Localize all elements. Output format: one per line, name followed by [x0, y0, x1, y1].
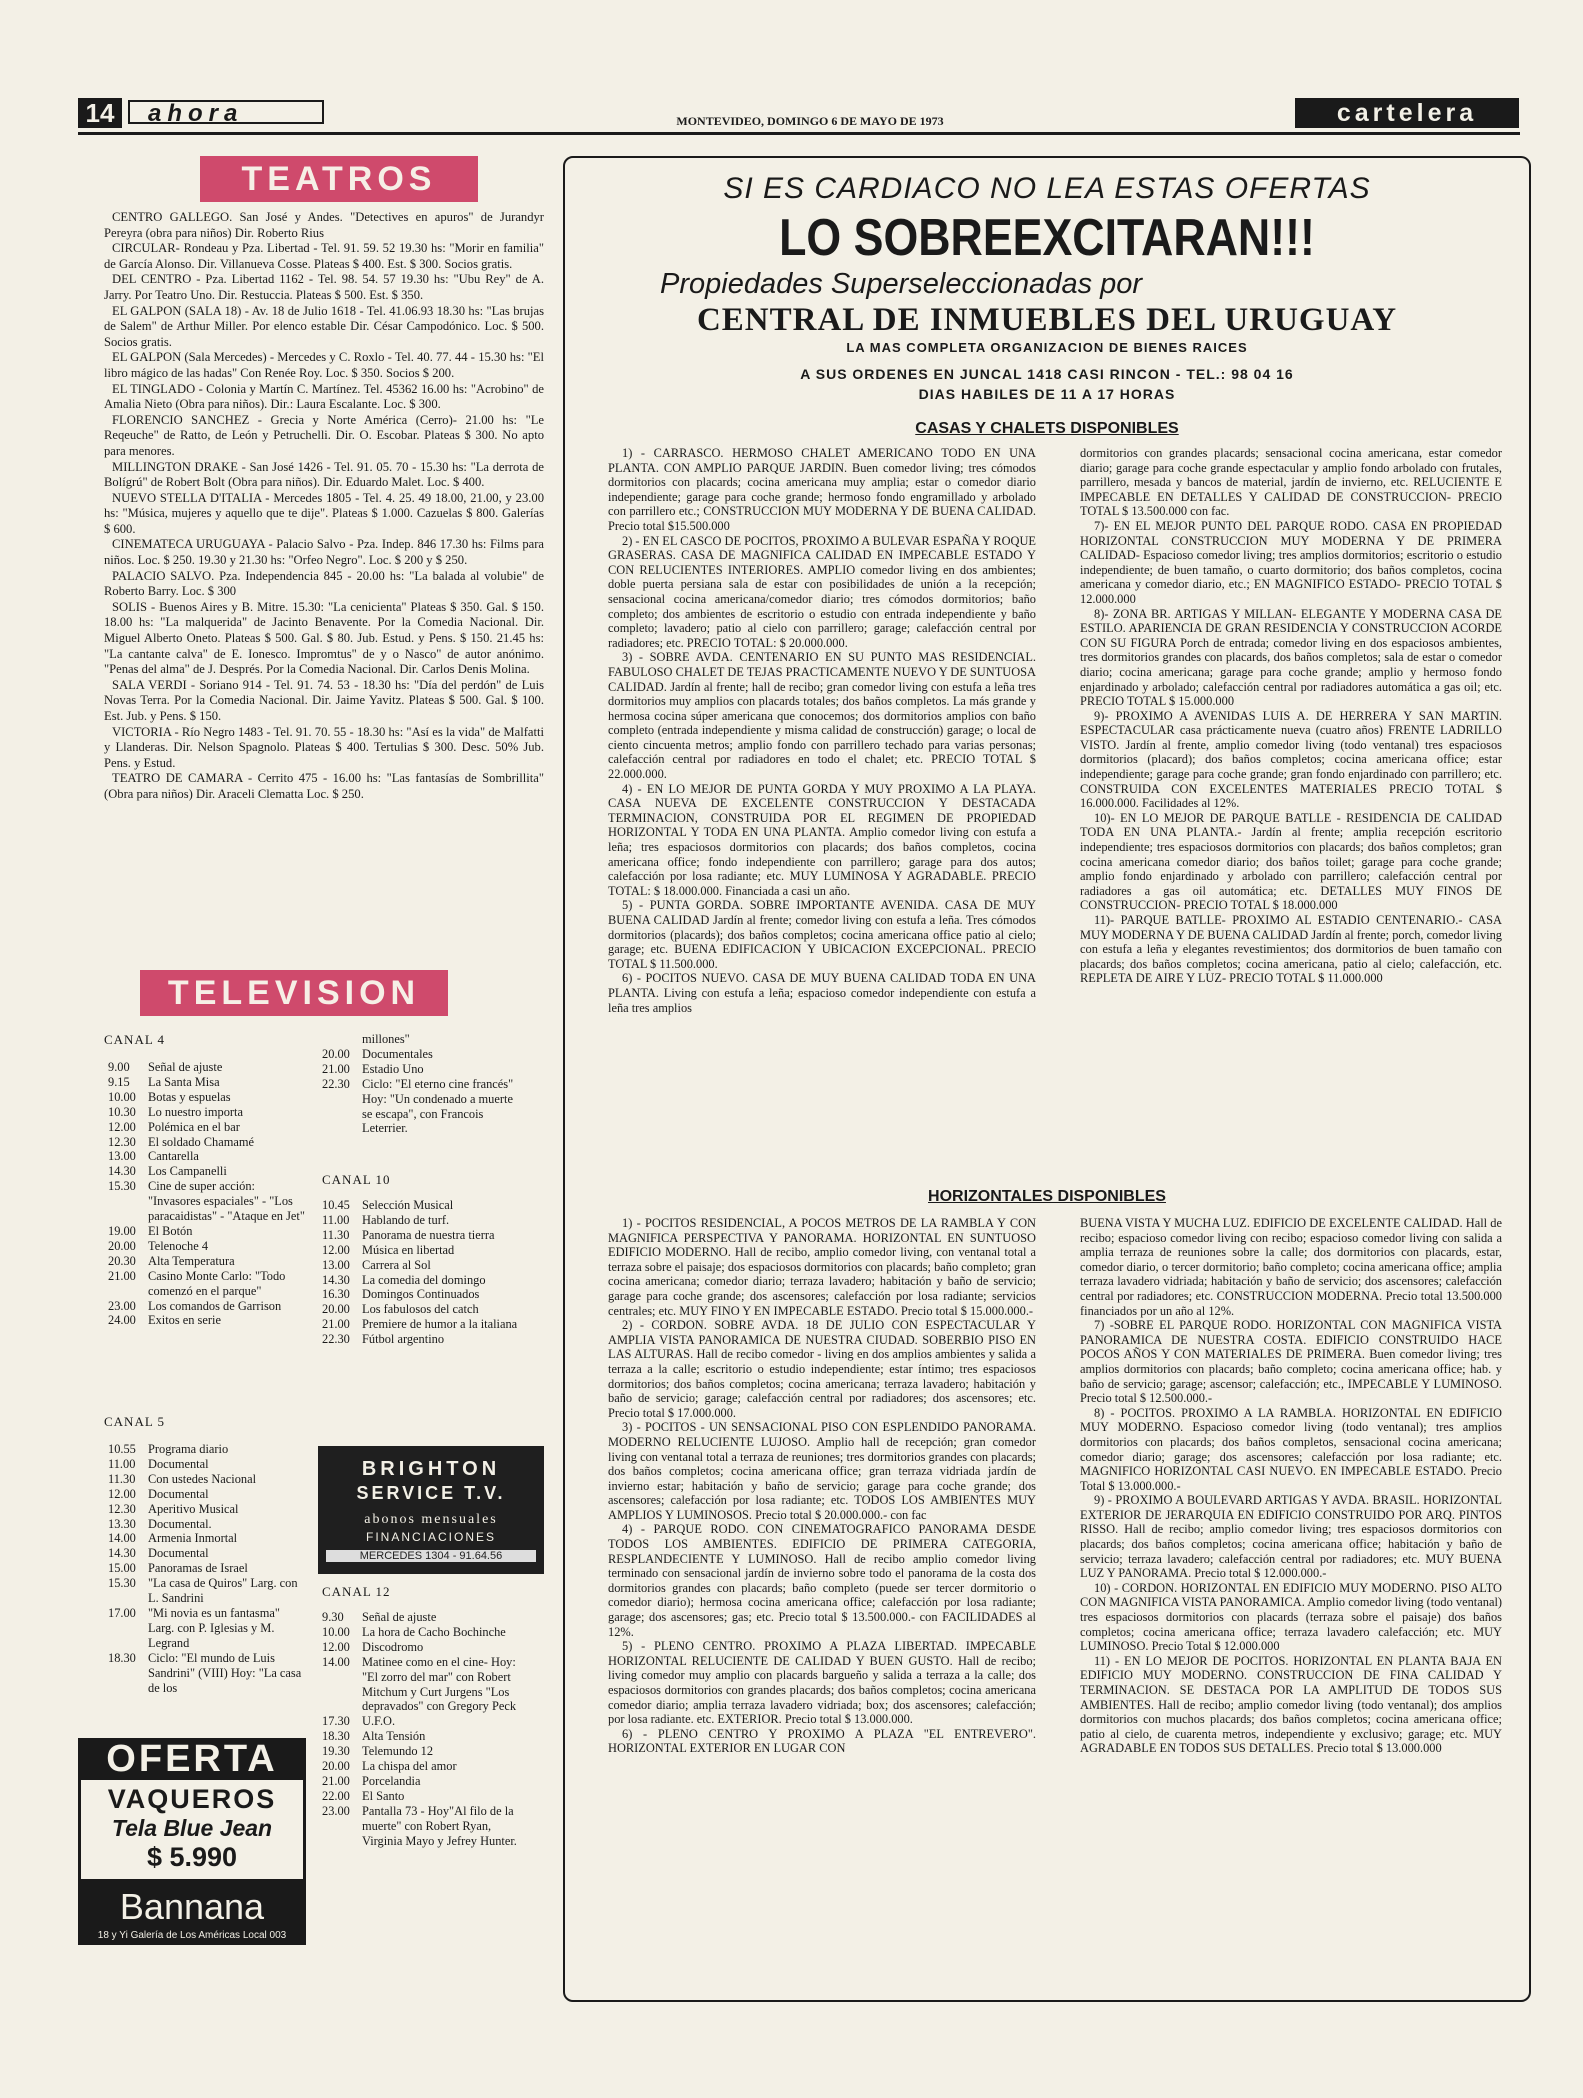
program-time: 21.00	[322, 1773, 350, 1788]
canal5-title: CANAL 5	[104, 1414, 166, 1429]
program-name: Documental.	[148, 1516, 212, 1531]
ad-tagline: LA MAS COMPLETA ORGANIZACION DE BIENES RAICES	[846, 340, 1248, 355]
program-time: 9.15	[108, 1074, 130, 1089]
teatro-listing: TEATRO DE CAMARA - Cerrito 475 - 16.00 hs: "Las fantasías de Sombrillita" (Obra para niños) Dir. Araceli Clematta Loc. $ 250.	[104, 771, 544, 801]
program-time: 12.00	[108, 1486, 136, 1501]
program-time: 11.30	[322, 1227, 350, 1242]
program-time: 12.00	[322, 1242, 350, 1257]
teatros-listings	[104, 210, 544, 803]
program-name: Porcelandia	[362, 1773, 421, 1788]
program-time: 13.30	[108, 1516, 136, 1531]
listing: 6) - PLENO CENTRO Y PROXIMO A PLAZA "EL ENTREVERO". HORIZONTAL EXTERIOR EN LUGAR CON	[608, 1726, 1036, 1756]
program-name: Selección Musical	[362, 1198, 454, 1212]
program-name: El Santo	[362, 1788, 405, 1803]
oferta-price: $ 5.990	[146, 1842, 238, 1872]
program-name: Discodromo	[362, 1639, 424, 1654]
program-time: 20.00	[322, 1759, 350, 1774]
program-name: Telenoche 4	[148, 1238, 209, 1253]
program-name: El soldado Chamamé	[148, 1134, 254, 1149]
program-row	[322, 1077, 522, 1137]
program-name: Panorama de nuestra tierra	[362, 1227, 495, 1242]
header-rule	[78, 132, 1520, 135]
canal4-title: CANAL 4	[104, 1032, 166, 1047]
program-name: Programa diario	[148, 1442, 229, 1456]
canal12-schedule	[322, 1610, 522, 1849]
brighton-name: BRIGHTON	[361, 1458, 501, 1480]
ad-address: A SUS ORDENES EN JUNCAL 1418 CASI RINCON - TEL.: 98 04 16	[800, 366, 1294, 382]
page-number: 14	[78, 98, 122, 128]
program-row	[108, 1120, 308, 1135]
listing: dormitorios con grandes placards; sensacional cocina americana, estar comedor diario; garage para coche grande espectacular y amplio fondo arbolado con frutales, parrillero, mesada y bancos de material, jardín de invierno, etc. RELUCIENTE E IMPECABLE EN DETALLES Y CALIDAD DE CONSTRUCCION- PRECIO TOTAL $ 13.500.000 con fac.	[1080, 446, 1502, 519]
program-row	[322, 1714, 522, 1729]
program-time: 16.30	[322, 1287, 350, 1302]
program-row	[322, 1302, 522, 1317]
program-name: Señal de ajuste	[362, 1610, 437, 1624]
canal4-schedule-continued	[322, 1032, 522, 1136]
brighton-service: SERVICE T.V.	[356, 1483, 506, 1503]
program-time: 20.00	[322, 1302, 350, 1317]
program-name: Señal de ajuste	[148, 1060, 223, 1074]
program-name: Documental	[148, 1546, 209, 1561]
program-name: Cantarella	[148, 1149, 199, 1164]
program-row	[322, 1789, 522, 1804]
program-row	[108, 1090, 308, 1105]
listing: BUENA VISTA Y MUCHA LUZ. EDIFICIO DE EXCELENTE CALIDAD. Hall de recibo; espacioso comedor living con recibo; espacioso comedor living con salida a amplia terraza de reuniones sobre la calle; dos dormitorios con placards, estar, comedor diario, o tercer dormitorio; baño completo; cocina americana office; amplia terraza lavadero vidriada; habitación y baño de servicio; dos ascensores; calefacción central por radiadores; etc. CONSTRUCCION MODERNA. Precio total 13.500.000 financiados por un año al 12%.	[1080, 1216, 1502, 1318]
program-name: Polémica en el bar	[148, 1119, 240, 1134]
oferta-box	[78, 1780, 306, 1882]
teatro-listing: DEL CENTRO - Pza. Libertad 1162 - Tel. 98. 54. 57 19.30 hs: "Ubu Rey" de A. Jarry. Por Teatro Uno. Dir. Restuccia. Plateas $ 500. Est. $ 350.	[104, 272, 544, 302]
program-row	[108, 1457, 304, 1472]
ad-hours: DIAS HABILES DE 11 A 17 HORAS	[918, 386, 1176, 402]
program-name: Ciclo: "El eterno cine francés" Hoy: "Un condenado a muerte se escapa", con Francois Leterrier.	[362, 1076, 514, 1136]
ad-headline-1: SI ES CARDIACO NO LEA ESTAS OFERTAS	[723, 172, 1371, 205]
program-time: 14.30	[322, 1272, 350, 1287]
program-row	[322, 1062, 522, 1077]
program-row	[108, 1487, 304, 1502]
program-time: 19.30	[322, 1744, 350, 1759]
program-row	[108, 1651, 304, 1696]
program-row	[108, 1224, 308, 1239]
program-time: 12.30	[108, 1134, 136, 1149]
program-name: Documental	[148, 1456, 209, 1471]
oferta-fabric: Tela Blue Jean	[111, 1815, 273, 1841]
horizontales-column-right	[1080, 1216, 1502, 1756]
program-time: 14.30	[108, 1164, 136, 1179]
program-time: 9.00	[108, 1060, 130, 1074]
program-time	[322, 1032, 362, 1047]
program-name: Alta Tensión	[362, 1729, 426, 1744]
listing: 2) - EN EL CASCO DE POCITOS, PROXIMO A BULEVAR ESPAÑA Y ROQUE GRASERAS. CASA DE MAGNIFICA CALIDAD EN IMPECABLE ESTADO Y CON RELUCIENTES INTERIORES. AMPLIO comedor living en dos ambientes; doble puerta persiana sala de estar con posibilidades de unión a la recepción; sensacional cocina americana/comedor diario; tres cómodos dormitorios; baño completo; dos ambientes de escritorio o estudio con entrada independiente y baño completo; lavadero; patio al cielo con parrillero; garage; calefacción central por radiadores; etc. PRECIO TOTAL: $ 20.000.000.	[608, 533, 1036, 650]
program-row	[108, 1561, 304, 1576]
canal10-schedule	[322, 1198, 522, 1347]
program-name: El Botón	[148, 1223, 193, 1238]
program-row	[322, 1032, 522, 1047]
program-row	[108, 1075, 308, 1090]
program-time: 22.30	[322, 1076, 350, 1091]
listing: 5) - PLENO CENTRO. PROXIMO A PLAZA LIBERTAD. IMPECABLE HORIZONTAL RELUCIENTE DE CALIDAD Y BUEN GUSTO. Hall de recibo; living comedor muy amplio con placards bargueño y salida a terraza a la calle; dos espaciosos dormitorios con grandes placards; dos baños completos; cocina americana comedor diario; amplia terraza lavadero vidriada; box; dos ascensores; calefacción; por losa radiante. etc. EXTERIOR. Precio total $ 13.000.000.	[608, 1639, 1036, 1727]
program-name: millones"	[362, 1032, 410, 1046]
program-time: 11.30	[108, 1471, 136, 1486]
program-name: Lo nuestro importa	[148, 1104, 243, 1119]
teatro-listing: MILLINGTON DRAKE - San José 1426 - Tel. 91. 05. 70 - 15.30 hs: "La derrota de Bolígrú" de Robert Bolt (Obra para niños). Dir. Eduardo Malet. Loc. $ 400.	[104, 459, 544, 490]
program-row	[322, 1625, 522, 1640]
teatro-listing: EL TINGLADO - Colonia y Martín C. Martínez. Tel. 45362 16.00 hs: "Acrobino" de Amalia Nieto (Obra para niños). Dir.: Laura Escalante. Loc. $ 300.	[104, 381, 544, 412]
program-row	[108, 1060, 308, 1075]
program-time: 17.30	[322, 1714, 350, 1729]
television-banner: TELEVISION	[140, 970, 448, 1016]
program-time: 18.30	[108, 1650, 136, 1665]
section-name: cartelera	[1295, 98, 1519, 128]
program-row	[108, 1546, 304, 1561]
casas-column-right	[1080, 446, 1502, 986]
teatro-listing: EL GALPON (SALA 18) - Av. 18 de Julio 1618 - Tel. 41.06.93 18.30 hs: "Las brujas de Salem" de Arthur Miller. Por elenco estable Dir. César Campodónico. Loc. $ 500. Socios gratis.	[104, 303, 544, 349]
listing: 7) -SOBRE EL PARQUE RODO. HORIZONTAL CON MAGNIFICA VISTA PANORAMICA DE NUESTRA COSTA. EDIFICIO CONSTRUIDO HACE POCOS AÑOS Y CON MATERIALES DE PRIMERA. Buen comedor living; tres amplios dormitorios con placards; baño completo; cocina americana office; hab. y baño de servicio; garage; ascensor; calefacción; etc., IMPECABLE Y LUMINOSO. Precio total $ 12.500.000.-	[1080, 1318, 1502, 1406]
program-time: 17.00	[108, 1605, 136, 1620]
teatro-listing: CIRCULAR- Rondeau y Pza. Libertad - Tel. 91. 59. 52 19.30 hs: "Morir en familia" de García Alonso. Dir. Villanueva Cosse. Plateas $ 400. Est. $ 300. Socios gratis.	[104, 241, 544, 271]
teatro-listing: CINEMATECA URUGUAYA - Palacio Salvo - Pza. Indep. 846 17.30 hs: Films para niños. Loc. $ 250. 19.30 y 21.30 hs: "Orfeo Negro". Loc. $ 200 y $ 250.	[104, 537, 544, 568]
program-row	[322, 1243, 522, 1258]
program-name: Hablando de turf.	[362, 1212, 450, 1227]
program-time: 13.00	[322, 1257, 350, 1272]
listing: 3) - SOBRE AVDA. CENTENARIO EN SU PUNTO MAS RESIDENCIAL. FABULOSO CHALET DE TEJAS PRACTICAMENTE NUEVO Y DE SUNTUOSA CALIDAD. Jardín al frente; hall de recibo; gran comedor living con estufa a leña tres dormitorios muy amplios con placards totales; dos baños completos. La más grande y hermosa cocina súper americana que conocemos; dos dormitorios amplios con baño completo (entrada independiente y misma calidad de construcción) garage; o local de ciento cincuenta metros; amplio fondo con parrillero techado para varias personas; calefacción central por radiadores en todo el chalet; etc. PRECIO TOTAL $ 22.000.000.	[608, 650, 1036, 782]
program-time: 21.00	[322, 1061, 350, 1076]
program-name: Documental	[148, 1486, 209, 1501]
program-time: 14.00	[108, 1531, 136, 1546]
program-row	[108, 1299, 308, 1314]
program-name: La hora de Cacho Bochinche	[362, 1624, 506, 1639]
program-row	[322, 1258, 522, 1273]
program-name: Casino Monte Carlo: "Todo comenzó en el parque"	[148, 1268, 286, 1298]
program-name: Matinee como en el cine- Hoy: "El zorro del mar" con Robert Mitchum y Curt Jurgens "Los depravados" con Gregory Peck	[362, 1654, 517, 1714]
program-row	[322, 1198, 522, 1213]
listing: 11)- PARQUE BATLLE- PROXIMO AL ESTADIO CENTENARIO.- CASA MUY MODERNA Y DE BUENA CALIDAD Jardín al frente; porch, comedor living con estufa a leña y elegantes revestimientos; dos dormitorios de buen tamaño con placards; dos baños completos; cocina americana, patio al cielo; calefacción, etc. REPLETA DE AIRE Y LUZ- PRECIO TOTAL $ 11.000.000	[1080, 913, 1502, 986]
listing: 4) - PARQUE RODO. CON CINEMATOGRAFICO PANORAMA DESDE TODOS LOS AMBIENTES. EDIFICIO DE PRIMERA CATEGORIA, RESPLANDECIENTE Y LUMINOSO. Hall de recibo amplio comedor living terminado con sensacional jardín de invierno sobre todo el panorama de la costa dos dormitorios grandes con placards; baño completo (puede ser tercer dormitorio o comedor diario); hermosa cocina americana office; calefacción por losa radiante; garage; dos ascensores; gas; etc. Precio total $ 13.500.000.- con FACILIDADES al 12%.	[608, 1522, 1036, 1639]
program-name: Cine de super acción: "Invasores espaciales" - "Los paracaidistas" - "Ataque en Jet"	[148, 1179, 305, 1224]
brighton-financiaciones: FINANCIACIONES	[365, 1530, 496, 1544]
program-time: 10.45	[322, 1198, 350, 1212]
listing: 8)- ZONA BR. ARTIGAS Y MILLAN- ELEGANTE Y MODERNA CASA DE ESTILO. APARIENCIA DE GRAN RESIDENCIA Y CONSTRUCCION ACORDE CON SU FIGURA Porch de entrada; comedor living en dos espaciosos ambientes, tres dormitorios grandes con placards, dos baños completos; sala de estar o comedor diario; cocina americana; garage para coche grande; amplio y hermoso fondo enjardinado y arbolado; calefacción central por radiadores automática a gas oil; etc. PRECIO TOTAL $ 15.000.000	[1080, 606, 1502, 709]
brighton-abonos: abonos mensuales	[364, 1512, 498, 1527]
program-name: Carrera al Sol	[362, 1257, 431, 1272]
oferta-address: 18 y Yi Galería de Los Américas Local 003	[78, 1928, 306, 1945]
program-row	[322, 1332, 522, 1347]
dateline: MONTEVIDEO, DOMINGO 6 DE MAYO DE 1973	[676, 114, 944, 128]
teatro-listing: FLORENCIO SANCHEZ - Grecia y Norte América (Cerro)- 21.00 hs: "Le Reqeuche" de Ratto, de León y Petruchelli. Dir. O. Escobar. Plateas $ 300. No apto para menores.	[104, 412, 544, 458]
program-name: Documentales	[362, 1046, 433, 1061]
program-name: "Mi novia es un fantasma" Larg. con P. Iglesias y M. Legrand	[148, 1605, 280, 1650]
teatro-listing: CENTRO GALLEGO. San José y Andes. "Detectives en apuros" de Jurandyr Pereyra (obra para niños) Dir. Roberto Rius	[104, 210, 544, 240]
program-time: 9.30	[322, 1610, 344, 1624]
ad-company-name: CENTRAL DE INMUEBLES DEL URUGUAY	[696, 302, 1398, 338]
oferta-store: Bannana	[78, 1882, 306, 1928]
teatro-listing: EL GALPON (Sala Mercedes) - Mercedes y C. Roxlo - Tel. 40. 77. 44 - 15.30 hs: "El libro mágico de las hadas" Con Renée Roy. Loc. $ 350. Socios $ 200.	[104, 350, 544, 380]
listing: 2) - CORDON. SOBRE AVDA. 18 DE JULIO CON ESPECTACULAR Y AMPLIA VISTA PANORAMICA DE NUESTRA CIUDAD. SOBERBIO PISO EN LAS ALTURAS. Hall de recibo comedor - living en dos amplios ambientes y salida a terraza a la calle; escritorio o estudio independiente; estar íntimo; tres espaciosos dormitorios; dos baños completos; cocina americana; terraza lavadero; habitación y baño de servicio; garage; calefacción central por radiadores; dos ascensores; etc. Precio total $ 17.000.000.	[608, 1318, 1036, 1420]
listing: 10)- EN LO MEJOR DE PARQUE BATLLE - RESIDENCIA DE CALIDAD TODA EN UNA PLANTA.- Jardín al frente; amplia recepción escritorio independiente; tres espaciosos dormitorios con placards; dos baños completos; gran cocina americana comedor diario; dos baños toilet; garage para coche grande; amplio fondo enjardinado y arbolado con parrillero; calefacción central por radiadores a gas oil automática; etc. DETALLES MUY FINOS DE CONSTRUCCION- PRECIO TOTAL $ 18.000.000	[1080, 810, 1502, 913]
program-row	[322, 1228, 522, 1243]
program-name: Premiere de humor a la italiana	[362, 1317, 518, 1332]
program-time: 24.00	[108, 1313, 136, 1328]
program-row	[108, 1472, 304, 1487]
program-row	[322, 1287, 522, 1302]
program-name: Los Campanelli	[148, 1164, 227, 1179]
canal12-title: CANAL 12	[322, 1584, 391, 1599]
program-row	[108, 1442, 304, 1457]
program-row	[108, 1269, 308, 1299]
program-row	[322, 1213, 522, 1228]
program-time: 10.55	[108, 1442, 136, 1456]
program-time: 15.30	[108, 1179, 136, 1194]
horizontales-heading: HORIZONTALES DISPONIBLES	[928, 1188, 1166, 1205]
program-time: 15.00	[108, 1561, 136, 1576]
program-row	[322, 1774, 522, 1789]
listing: 9)- PROXIMO A AVENIDAS LUIS A. DE HERRERA Y SAN MARTIN. ESPECTACULAR casa prácticamente nueva (cuatro años) FRENTE LADRILLO VISTO. Jardín al frente, amplio comedor living (todo ventanal) tres espaciosos dormitorios (placard); dos baños completos; cocina americana office; estar independiente; garage para coche grande; gran fondo enjardinado con parrillero; etc. CONSTRUIDA CON EXCELENTES MATERIALES PRECIO TOTAL $ 16.000.000. Facilidades al 12%.	[1080, 708, 1502, 811]
program-name: Alta Temperatura	[148, 1253, 235, 1268]
program-time: 20.30	[108, 1253, 136, 1268]
program-time: 14.00	[322, 1654, 350, 1669]
program-name: Ciclo: "El mundo de Luis Sandrini" (VIII) Hoy: "La casa de los	[148, 1650, 302, 1695]
program-time: 10.30	[108, 1104, 136, 1119]
program-time: 21.00	[108, 1268, 136, 1283]
brighton-ad	[318, 1446, 544, 1574]
canal10-title: CANAL 10	[322, 1172, 391, 1187]
program-row	[108, 1164, 308, 1179]
program-row	[322, 1655, 522, 1715]
program-name: Exitos en serie	[148, 1313, 221, 1328]
teatros-banner: TEATROS	[200, 156, 478, 202]
listing: 1) - POCITOS RESIDENCIAL, A POCOS METROS DE LA RAMBLA Y CON MAGNIFICA PERSPECTIVA Y PANORAMA. HORIZONTAL EN SUNTUOSO EDIFICIO MODERNO. Hall de recibo, amplio comedor living, con ventanal total a terraza sobre el paisaje; dos espaciosos dormitorios con placards; baño completo; gran cocina americana; comedor diario; terraza lavadero; habitación y baño de servicio; garage para coche grande; dos ascensores; calefacción por losa radiante; servicios centrales; etc. MUY FINO Y EN IMPECABLE ESTADO. Precio total $ 15.000.000.-	[608, 1216, 1036, 1318]
teatro-listing: VICTORIA - Río Negro 1483 - Tel. 91. 70. 55 - 18.30 hs: "Así es la vida" de Malfatti y Llanderas. Dir. Nelson Spagnolo. Plateas $ 400. Tertulias $ 300. Desc. 50% Jub. Pens. y Estud.	[104, 724, 544, 770]
program-row	[108, 1254, 308, 1269]
program-name: Con ustedes Nacional	[148, 1471, 257, 1486]
program-name: Armenia Inmortal	[148, 1531, 238, 1546]
listing: 5) - PUNTA GORDA. SOBRE IMPORTANTE AVENIDA. CASA DE MUY BUENA CALIDAD Jardín al frente; comedor living con estufa a leña. Tres cómodos dormitorios (placards); dos baños completos; cocina americana office patio al cielo; garage; etc. BUENA EDIFICACION Y UBICACION EXCEPCIONAL. PRECIO TOTAL $ 11.500.000.	[608, 898, 1036, 971]
program-name: Música en libertad	[362, 1242, 455, 1257]
program-time: 13.00	[108, 1149, 136, 1164]
program-time: 12.00	[108, 1119, 136, 1134]
program-name: La Santa Misa	[148, 1074, 220, 1089]
program-time: 19.00	[108, 1223, 136, 1238]
program-time: 23.00	[322, 1803, 350, 1818]
program-time: 18.30	[322, 1729, 350, 1744]
oferta-title: OFERTA	[78, 1738, 306, 1780]
program-name: Los fabulosos del catch	[362, 1302, 479, 1317]
listing: 4) - EN LO MEJOR DE PUNTA GORDA Y MUY PROXIMO A LA PLAYA. CASA NUEVA DE EXCELENTE CONSTRUCCION Y DESTACADA TERMINACION, CONSTRUIDA POR EL REGIMEN DE PROPIEDAD HORIZONTAL Y TODA EN UNA PLANTA. Amplio comedor living con estufa a leña; tres espaciosos dormitorios con placards; dos baños completos, cocina americana office; fondo independiente con parrillero; garage para dos autos; calefacción por losa radiante; etc. MUY LUMINOSA Y AGRADABLE. PRECIO TOTAL: $ 18.000.000. Financiada a casi un año.	[608, 781, 1036, 898]
program-name: Aperitivo Musical	[148, 1501, 239, 1516]
program-time: 14.30	[108, 1546, 136, 1561]
program-row	[108, 1517, 304, 1532]
program-name: Pantalla 73 - Hoy"Al filo de la muerte" con Robert Ryan, Virginia Mayo y Jefrey Hunter.	[362, 1803, 517, 1848]
teatro-listing: PALACIO SALVO. Pza. Independencia 845 - 20.00 hs: "La balada al volubie" de Roberto Barry. Loc. $ 300	[104, 568, 544, 599]
program-row	[322, 1744, 522, 1759]
program-name: Panoramas de Israel	[148, 1561, 248, 1576]
program-time: 10.00	[108, 1089, 136, 1104]
program-row	[322, 1759, 522, 1774]
casas-heading: CASAS Y CHALETS DISPONIBLES	[915, 420, 1179, 437]
program-name: Estadio Uno	[362, 1061, 424, 1076]
ad-headline-2: LO SOBREEXCITARAN!!!	[779, 209, 1315, 267]
program-time: 22.30	[322, 1332, 350, 1347]
program-row	[108, 1149, 308, 1164]
program-row	[322, 1729, 522, 1744]
listing: 1) - CARRASCO. HERMOSO CHALET AMERICANO TODO EN UNA PLANTA. CON AMPLIO PARQUE JARDIN. Buen comedor living; tres cómodos dormitorios con placards; cocina americana muy amplia; estar o comedor diario independiente; garage para coche grande; hermoso fondo engramillado y arbolado con parrillero etc.; CONSTRUCCION MUY MODERNA Y DE BUENA CALIDAD. Precio total $15.500.000	[608, 446, 1036, 533]
program-row	[108, 1239, 308, 1254]
program-row	[108, 1179, 308, 1224]
program-time: 20.00	[108, 1238, 136, 1253]
horizontales-column-left	[608, 1216, 1036, 1756]
program-row	[108, 1576, 304, 1606]
program-name: "La casa de Quiros" Larg. con L. Sandrini	[148, 1576, 298, 1606]
program-time: 20.00	[322, 1046, 350, 1061]
teatro-listing: SALA VERDI - Soriano 914 - Tel. 91. 74. 53 - 18.30 hs: "Día del perdón" de Luis Novas Terra. Por la Comedia Nacional. Dir. Jaime Yavitz. Plateas $ 500. Gal. $ 100. Est. Jub. y Pens. $ 150.	[104, 677, 544, 723]
program-time: 12.00	[322, 1639, 350, 1654]
program-name: Los comandos de Garrison	[148, 1298, 282, 1313]
program-row	[322, 1804, 522, 1849]
listing: 6) - POCITOS NUEVO. CASA DE MUY BUENA CALIDAD TODA EN UNA PLANTA. Living con estufa a leña; espacioso comedor independiente con estufa a leña tres amplios	[608, 971, 1036, 1015]
program-row	[108, 1606, 304, 1651]
oferta-product: VAQUEROS	[107, 1784, 277, 1814]
page-header-left	[78, 98, 326, 128]
program-row	[322, 1273, 522, 1288]
program-time: 15.30	[108, 1576, 136, 1591]
listing: 10) - CORDON. HORIZONTAL EN EDIFICIO MUY MODERNO. PISO ALTO CON MAGNIFICA VISTA PANORAMICA. Amplio comedor living (todo ventanal) tres espaciosos dormitorios con placards (terraza sobre el paisaje) dos baños completos; cocina americana office; terraza lavadero calefacción; etc. MUY LUMINOSO. Precio Total $ 12.000.000	[1080, 1580, 1503, 1654]
program-time: 21.00	[322, 1317, 350, 1332]
publication-name: ahora	[128, 100, 324, 124]
program-row	[108, 1105, 308, 1120]
teatro-listing: SOLIS - Buenos Aires y B. Mitre. 15.30: "La cenicienta" Plateas $ 350. Gal. $ 150. 18.00 hs: "La malquerida" de Jacinto Benavente. Por la Comedia Nacional. Dir. Miguel Alberto Oneto. Plateas $ 500. Gal. $ 80. Jub. Estud. y Pens. $ 150. 21.45 hs: "La cantante calva" de E. Ionesco. Impromtus" de y o Nasco" de autor anónimo. "Penas del alma" de J. Després. Por la Comedia Nacional. Dir. Carlos Denis Molina.	[104, 599, 544, 677]
program-row	[322, 1640, 522, 1655]
ad-headline-3: Propiedades Superseleccionadas por	[660, 268, 1143, 300]
program-time: 10.00	[322, 1624, 350, 1639]
program-row	[108, 1313, 308, 1328]
listing: 8) - POCITOS. PROXIMO A LA RAMBLA. HORIZONTAL EN EDIFICIO MUY MODERNO. Espacioso comedor living (todo ventanal); tres amplios dormitorios con placards; dos baños completos, sensacional cocina americana; comedor diario; garage; dos ascensores; calefacción por losa radiante; etc. MAGNIFICO HORIZONTAL CASI NUEVO. EN IMPECABLE ESTADO. Precio Total $ 13.000.000.-	[1080, 1405, 1502, 1493]
program-row	[322, 1317, 522, 1332]
program-name: La comedia del domingo	[362, 1272, 486, 1287]
teatro-listing: NUEVO STELLA D'ITALIA - Mercedes 1805 - Tel. 4. 25. 49 18.00, 21.00, y 23.00 hs: "Música, mujeres y aquello que te dije". Plateas $ 1.000. Cazuelas $ 800. Galerías $ 600.	[104, 490, 544, 536]
program-name: U.F.O.	[362, 1714, 396, 1729]
brighton-address: MERCEDES 1304 - 91.64.56	[326, 1550, 536, 1562]
program-name: Domingos Continuados	[362, 1287, 480, 1302]
canal4-schedule	[108, 1060, 308, 1328]
program-time: 11.00	[322, 1212, 350, 1227]
listing: 9) - PROXIMO A BOULEVARD ARTIGAS Y AVDA. BRASIL. HORIZONTAL EXTERIOR DE JERARQUIA EN EDIFICIO CONSTRUIDO POR ARQ. PINTOS RISSO. Hall de recibo; amplio comedor living; tres espaciosos dormitorios con placards; dos baños completos; cocina americana office; habitación y baño de servicio; terraza lavadero; calefacción central por radiadores; etc. MUY BUENA LUZ Y PANORAMA. Precio total $ 12.000.000.-	[1080, 1493, 1502, 1581]
program-time: 12.30	[108, 1501, 136, 1516]
oferta-ad	[78, 1738, 306, 1982]
program-time: 22.00	[322, 1788, 350, 1803]
canal5-schedule	[108, 1442, 304, 1695]
program-name: Botas y espuelas	[148, 1089, 231, 1104]
program-row	[108, 1502, 304, 1517]
program-name: Fútbol argentino	[362, 1332, 445, 1347]
program-row	[322, 1610, 522, 1625]
program-row	[322, 1047, 522, 1062]
program-name: La chispa del amor	[362, 1759, 457, 1774]
casas-column-left	[608, 446, 1036, 1015]
program-time: 23.00	[108, 1298, 136, 1313]
program-row	[108, 1135, 308, 1150]
program-time: 11.00	[108, 1456, 136, 1471]
program-name: Telemundo 12	[362, 1744, 434, 1759]
listing: 11) - EN LO MEJOR DE POCITOS. HORIZONTAL EN PLANTA BAJA EN EDIFICIO MUY MODERNO. CONSTRUCCION DE FINA CALIDAD Y TERMINACION. SE DESTACA POR LA AMPLITUD DE TODOS SUS AMBIENTES. Hall de recibo; amplio comedor living (todo ventanal); dos amplios dormitorios con muchos placards; dos baños completos; cocina americana office; patio al cielo, de cuarenta metros, independiente y exclusivo; garage; etc. MUY AGRADABLE EN TODOS SUS DETALLES. Precio total $ 13.000.000	[1080, 1653, 1502, 1756]
listing: 3) - POCITOS - UN SENSACIONAL PISO CON ESPLENDIDO PANORAMA. MODERNO RELUCIENTE LUJOSO. Amplio hall de recepción; gran comedor living con ventanal total a terraza de reuniones; tres dormitorios grandes con placards; dos baños completos; cocina americana office; gran terraza vidriada jardín de invierno estar; habitación y baño de servicio; garage para coche grande; dos ascensores; calefacción por losa radiante; etc. TODOS LOS AMBIENTES MUY AMPLIOS Y LUMINOSOS. Precio total $ 20.000.000.- con fac	[608, 1420, 1036, 1522]
listing: 7)- EN EL MEJOR PUNTO DEL PARQUE RODO. CASA EN PROPIEDAD HORIZONTAL CONSTRUCCION MUY MODERNA Y DE PRIMERA CALIDAD- Espacioso comedor living; tres amplios dormitorios; escritorio o estudio independiente; de buen tamaño, o cuarto dormitorio; dos baños completos, cocina americana y comedor diario, etc.; EN MAGNIFICO ESTADO- PRECIO TOTAL $ 12.000.000	[1080, 518, 1502, 606]
program-row	[108, 1531, 304, 1546]
